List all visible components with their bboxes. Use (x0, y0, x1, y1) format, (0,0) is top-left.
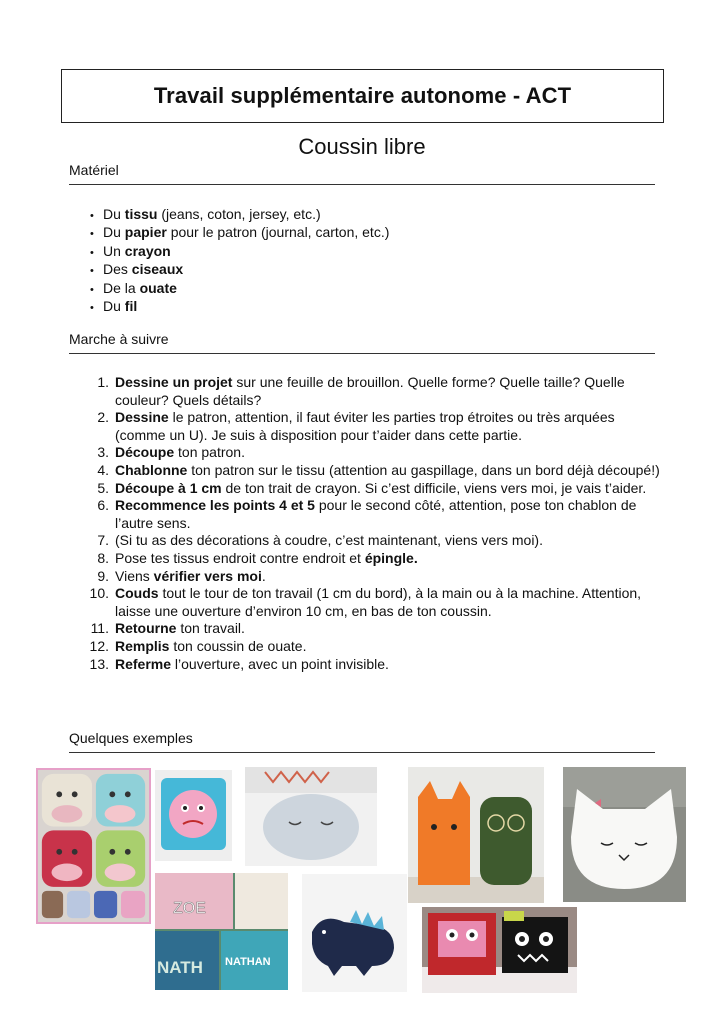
photo-emoji-cushion (155, 770, 232, 861)
materials-list (90, 205, 389, 315)
photo-cat-cushion (563, 767, 686, 902)
list-item: • De la ouate (90, 279, 177, 296)
list-item: • Des ciseaux (90, 261, 184, 278)
list-item: 1. Dessine un projet sur une feuille de brouillon. Quelle forme? Quelle taille? Quelle couleur? Quels détails? (97, 374, 625, 408)
photo-monster-cushions (422, 907, 577, 993)
photo-cow-cushions (36, 768, 151, 924)
list-item: 7. (Si tu as des décorations à coudre, c’est maintenant, viens vers moi). (97, 532, 543, 549)
list-item: • Du tissu (jeans, coton, jersey, etc.) (90, 206, 321, 222)
steps-list (86, 374, 662, 673)
list-item: • Du papier pour le patron (journal, carton, etc.) (90, 224, 390, 241)
photo-sleeping-cushion (245, 767, 377, 866)
page-title: Travail supplémentaire autonome - ACT (153, 83, 572, 108)
photo-text-nath: NATH (157, 958, 203, 977)
photo-dinosaur-cushion (302, 874, 407, 992)
list-item: 10. Couds tout le tour de ton travail (1 cm du bord), à la main ou à la machine. Attention, laisse une ouverture d’environ 10 cm, en bas de ton coussin. (89, 585, 642, 619)
page-subtitle: Coussin libre (298, 134, 426, 159)
photo-text-zoe: ZOE (173, 900, 206, 917)
section-heading-marche: Marche à suivre (69, 331, 655, 354)
list-item: 13. Referme l’ouverture, avec un point invisible. (89, 655, 389, 672)
title-box (61, 69, 664, 123)
list-item: • Du fil (90, 297, 138, 314)
list-item: 11. Retourne ton travail. (90, 620, 245, 637)
list-item: 3. Découpe ton patron. (97, 444, 245, 461)
list-item: 8. Pose tes tissus endroit contre endroit et épingle. (97, 549, 418, 566)
list-item: 4. Chablonne ton patron sur le tissu (attention au gaspillage, dans un bord déjà découpé!) (97, 461, 660, 478)
section-heading-exemples: Quelques exemples (69, 730, 655, 753)
list-item: 2. Dessine le patron, attention, il faut éviter les parties trop étroites ou très arquées (comme un U). Je suis à disposition pour t’aider dans cette partie. (97, 409, 615, 443)
list-item: • Un crayon (90, 242, 171, 259)
list-item: 9. Viens vérifier vers moi. (97, 567, 266, 584)
list-item: 6. Recommence les points 4 et 5 pour le second côté, attention, pose ton chablon de l’autre sens. (97, 497, 637, 531)
photo-fox-owl-cushions (408, 767, 544, 903)
photo-name-cushions (155, 873, 288, 990)
list-item: 12. Remplis ton coussin de ouate. (89, 637, 307, 654)
list-item: 5. Découpe à 1 cm de ton trait de crayon. Si c’est difficile, viens vers moi, je vais t’aider. (97, 479, 647, 496)
photo-text-nathan: NATHAN (225, 956, 271, 968)
section-heading-materiel: Matériel (69, 162, 655, 185)
